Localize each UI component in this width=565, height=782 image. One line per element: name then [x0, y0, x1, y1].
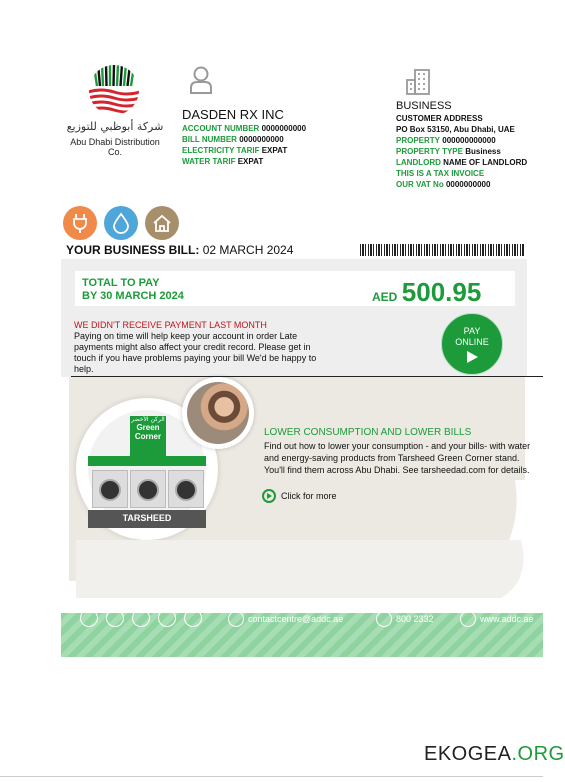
tarsheed-brand: TARSHEED [88, 510, 206, 528]
linkedin-icon[interactable] [184, 609, 202, 627]
twitter-icon[interactable] [106, 609, 124, 627]
company-name-arabic: شركة أبوظبي للتوزيع [66, 120, 164, 133]
youtube-icon[interactable] [158, 609, 176, 627]
bill-number-row: BILL NUMBER 0000000000 [182, 135, 284, 144]
customer-address: PO Box 53150, Abu Dhabi, UAE [396, 125, 515, 134]
company-name-english: Abu Dhabi Distribution Co. [70, 137, 160, 157]
pay-online-button[interactable]: PAY ONLINE [441, 313, 503, 375]
instagram-icon[interactable] [132, 609, 150, 627]
barcode [360, 244, 525, 256]
electricity-tarif-row: ELECTRICITY TARIF EXPAT [182, 146, 288, 155]
customer-address-label: CUSTOMER ADDRESS [396, 114, 483, 123]
play-circle-icon [262, 489, 276, 503]
total-amount: AED 500.95 [372, 277, 482, 307]
phone-icon [376, 611, 392, 627]
washing-machine-icon [168, 470, 204, 508]
click-for-more-link[interactable]: Click for more [262, 489, 337, 503]
social-icons [80, 609, 202, 627]
promo-body: Find out how to lower your consumption - and your bills- with water and energy-saving products from Tarsheed Green Corner stand. You'll find them across Abu Dhabi. See tarsheedad.com for details. [264, 441, 531, 475]
footer-white-curve [61, 540, 543, 600]
business-fields [396, 113, 527, 190]
customer-name: DASDEN RX INC [182, 107, 284, 122]
addc-logo-icon [88, 64, 140, 116]
account-number-row: ACCOUNT NUMBER 0000000000 [182, 124, 307, 133]
watermark: EKOGEA.ORG [424, 743, 565, 765]
payment-notice-body: Paying on time will help keep your account in order Late payments might also affect your credit record. Please get in touch if you have problems paying your bill We'd be happy to help. [74, 331, 317, 374]
electricity-icon [63, 206, 97, 240]
water-tarif-row: WATER TARIF EXPAT [182, 157, 264, 166]
globe-icon [460, 611, 476, 627]
washing-machine-icon [130, 470, 166, 508]
tax-invoice-note: THIS IS A TAX INVOICE [396, 169, 485, 178]
email-icon [228, 611, 244, 627]
building-icon [404, 68, 432, 101]
person-icon [189, 66, 213, 99]
total-label: TOTAL TO PAY BY 30 MARCH 2024 [82, 277, 184, 302]
property-type-row: PROPERTY TYPE Business [396, 147, 501, 156]
footer-email[interactable]: contactcentre@addc.ae [228, 611, 343, 627]
facebook-icon[interactable] [80, 609, 98, 627]
footer-phone[interactable]: 800 2332 [376, 611, 434, 627]
customer-fields [182, 123, 306, 167]
landlord-row: LANDLORD NAME OF LANDLORD [396, 158, 528, 167]
bill-heading: YOUR BUSINESS BILL: 02 MARCH 2024 [66, 243, 294, 257]
play-arrow-icon [467, 351, 478, 363]
vat-row: OUR VAT No 0000000000 [396, 180, 491, 189]
property-row: PROPERTY 000000000000 [396, 136, 496, 145]
washing-machine-icon [92, 470, 128, 508]
home-icon [145, 206, 179, 240]
family-photo [182, 377, 254, 449]
stand-banner: الركن الأخضر Green Corner [130, 416, 166, 456]
bottom-rule [0, 776, 543, 777]
payment-notice-title: WE DIDN'T RECEIVE PAYMENT LAST MONTH [74, 320, 267, 330]
promo-title: LOWER CONSUMPTION AND LOWER BILLS [264, 427, 472, 438]
business-title: BUSINESS [396, 100, 452, 112]
footer-website[interactable]: www.addc.ae [460, 611, 534, 627]
company-logo [88, 64, 140, 116]
water-icon [104, 206, 138, 240]
